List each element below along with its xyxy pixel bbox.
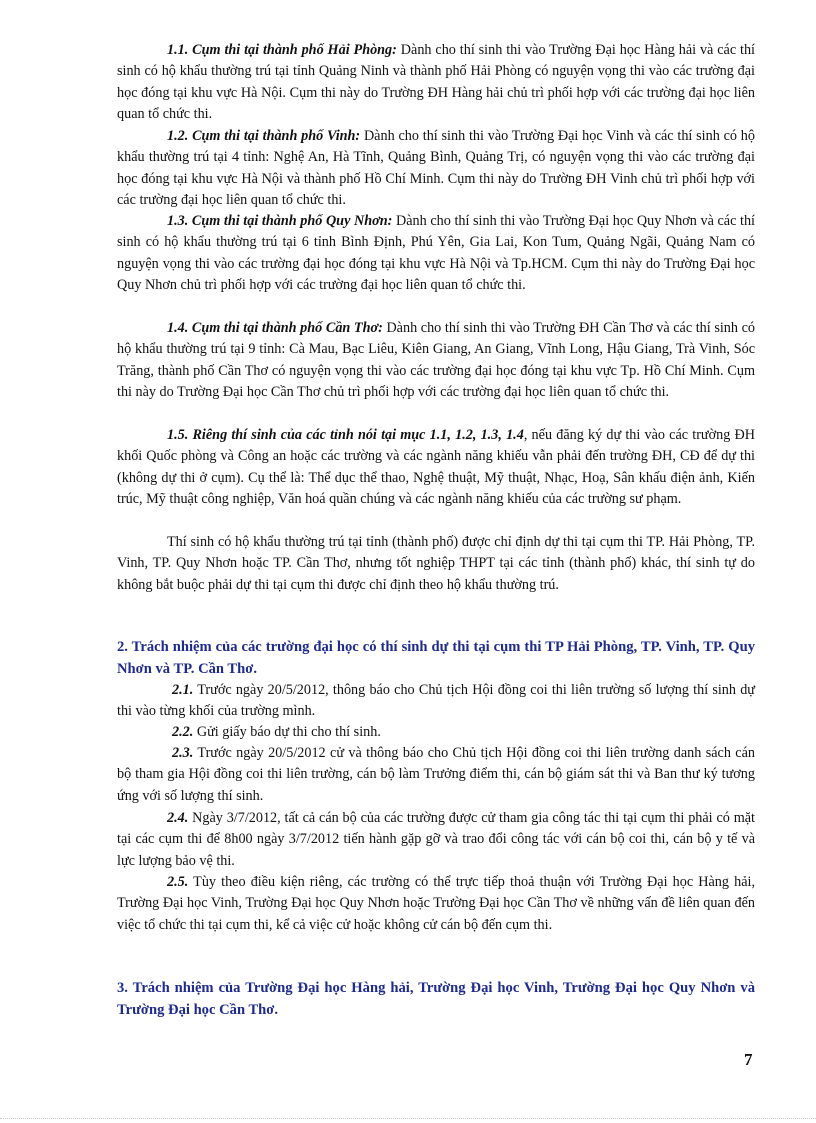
paragraph-1-2 — [117, 126, 755, 212]
paragraph-note: Thí sinh có hộ khẩu thường trú tại tỉnh (thành phố) được chỉ định dự thi tại cụm thi TP. Hải Phòng, TP. Vinh, TP. Quy Nhơn hoặc TP. Cần Thơ, nhưng tốt nghiệp THPT tại các tỉnh (thành phố) khác, thí sinh tự do không bắt buộc phải dự thi tại cụm thi được chỉ định theo hộ khẩu thường trú. — [117, 534, 755, 593]
paragraph-lead: 1.3. Cụm thi tại thành phố Quy Nhơn: — [167, 213, 393, 229]
section-2-heading: 2. Trách nhiệm của các trường đại học có thí sinh dự thi tại cụm thi TP Hải Phòng, TP. Vinh, TP. Quy Nhơn và TP. Cần Thơ. — [117, 639, 755, 677]
paragraph-1-1 — [117, 40, 755, 126]
paragraph-2-1 — [117, 680, 755, 723]
paragraph-1-5 — [117, 425, 755, 511]
paragraph-lead: 1.1. Cụm thi tại thành phố Hải Phòng: — [167, 42, 397, 58]
paragraph-text: Gửi giấy báo dự thi cho thí sinh. — [193, 724, 381, 740]
paragraph-text: Dành cho thí sinh thi vào Trường Đại học Vinh và các thí sinh có hộ khẩu thường trú tại 4 tỉnh: Nghệ An, Hà Tĩnh, Quảng Bình, Quảng Trị, có nguyện vọng thi vào các trường đại học đóng tại khu vực Hà Nội và thành phố Hồ Chí Minh. Cụm thi này do Trường ĐH Vinh chủ trì phối hợp với các trường đại học liên quan tổ chức thi. — [117, 128, 755, 209]
paragraph-2-5 — [117, 872, 755, 936]
item-number: 2.3. — [172, 745, 194, 761]
item-number: 2.5. — [167, 874, 189, 890]
paragraph-2-2 — [117, 722, 755, 743]
paragraph-2-4 — [117, 808, 755, 872]
paragraph-text: Dành cho thí sinh thi vào Trường Đại học Quy Nhơn và các thí sinh có hộ khẩu thường trú tại 6 tỉnh Bình Định, Phú Yên, Gia Lai, Kon Tum, Quảng Ngãi, Quảng Nam có nguyện vọng thi vào các trường đại học đóng tại khu vực Hà Nội và Tp.HCM. Cụm thi này do Trường Đại học Quy Nhơn chủ trì phối hợp với các trường đại học liên quan tổ chức thi. — [117, 213, 755, 294]
paragraph-2-3 — [117, 743, 755, 807]
paragraph-text: , nếu đăng ký dự thi vào các trường ĐH khối Quốc phòng và Công an hoặc các trường và các ngành năng khiếu vẫn phải đến trường ĐH, CĐ để dự thi (không dự thi ở cụm). Cụ thể là: Thể dục thể thao, Nghệ thuật, Mỹ thuật, Nhạc, Hoạ, Sân khấu điện ảnh, Kiến trúc, Mỹ thuật công nghiệp, Văn hoá quần chúng và các ngành năng khiếu của các trường sư phạm. — [117, 427, 755, 508]
item-number: 2.1. — [172, 682, 194, 698]
paragraph-text: Dành cho thí sinh thi vào Trường ĐH Cần Thơ và các thí sinh có hộ khẩu thường trú tại 9 tỉnh: Cà Mau, Bạc Liêu, Kiên Giang, An Giang, Vĩnh Long, Hậu Giang, Trà Vinh, Sóc Trăng, thành phố Cần Thơ có nguyện vọng thi vào các trường đại học đóng tại khu vực Tp. Hồ Chí Minh. Cụm thi này do Trường Đại học Cần Thơ chủ trì phối hợp với các trường đại học liên quan tổ chức thi. — [117, 320, 755, 401]
item-number: 2.2. — [172, 724, 194, 740]
paragraph-lead: 1.4. Cụm thi tại thành phố Cần Thơ: — [167, 320, 383, 336]
paragraph-lead: 1.2. Cụm thi tại thành phố Vinh: — [167, 128, 361, 144]
paragraph-text: Trước ngày 20/5/2012 cử và thông báo cho Chủ tịch Hội đồng coi thi liên trường danh sách cán bộ tham gia Hội đồng coi thi liên trường, cán bộ làm Trưởng điểm thi, cán bộ giám sát thi và Ban thư ký tương ứng với số lượng thí sinh. — [117, 745, 755, 804]
paragraph-text: Trước ngày 20/5/2012, thông báo cho Chủ tịch Hội đồng coi thi liên trường số lượng thí sinh dự thi vào từng khối của trường mình. — [117, 682, 755, 720]
paragraph-lead: 1.5. Riêng thí sinh của các tỉnh nói tại mục 1.1, 1.2, 1.3, 1.4 — [167, 427, 524, 443]
item-number: 2.4. — [167, 810, 189, 826]
paragraph-1-3 — [117, 211, 755, 297]
page-bottom-rule — [0, 1118, 816, 1119]
section-3-heading: 3. Trách nhiệm của Trường Đại học Hàng hải, Trường Đại học Vinh, Trường Đại học Quy Nhơn và Trường Đại học Cần Thơ. — [117, 980, 755, 1018]
paragraph-1-4 — [117, 318, 755, 404]
page-number: 7 — [744, 1050, 753, 1069]
paragraph-text: Dành cho thí sinh thi vào Trường Đại học Hàng hải và các thí sinh có hộ khẩu thường trú tại tỉnh Quảng Ninh và thành phố Hải Phòng có nguyện vọng thi vào các trường đại học đóng tại khu vực Hà Nội. Cụm thi này do Trường ĐH Hàng hải chủ trì phối hợp với các trường đại học liên quan tổ chức thi. — [117, 42, 755, 123]
paragraph-text: Tùy theo điều kiện riêng, các trường có thể trực tiếp thoả thuận với Trường Đại học Hàng hải, Trường Đại học Vinh, Trường Đại học Quy Nhơn hoặc Trường Đại học Cần Thơ về những vấn đề liên quan đến việc tổ chức thi tại cụm thi, kể cả việc cử hoặc không cử cán bộ đến cụm thi. — [117, 874, 755, 933]
paragraph-text: Ngày 3/7/2012, tất cả cán bộ của các trường được cử tham gia công tác thi tại cụm thi phải có mặt tại các cụm thi để 8h00 ngày 3/7/2012 tiến hành gặp gỡ và trao đổi công tác với cán bộ coi thi, cán bộ y tế và lực lượng bảo vệ thi. — [117, 810, 755, 869]
